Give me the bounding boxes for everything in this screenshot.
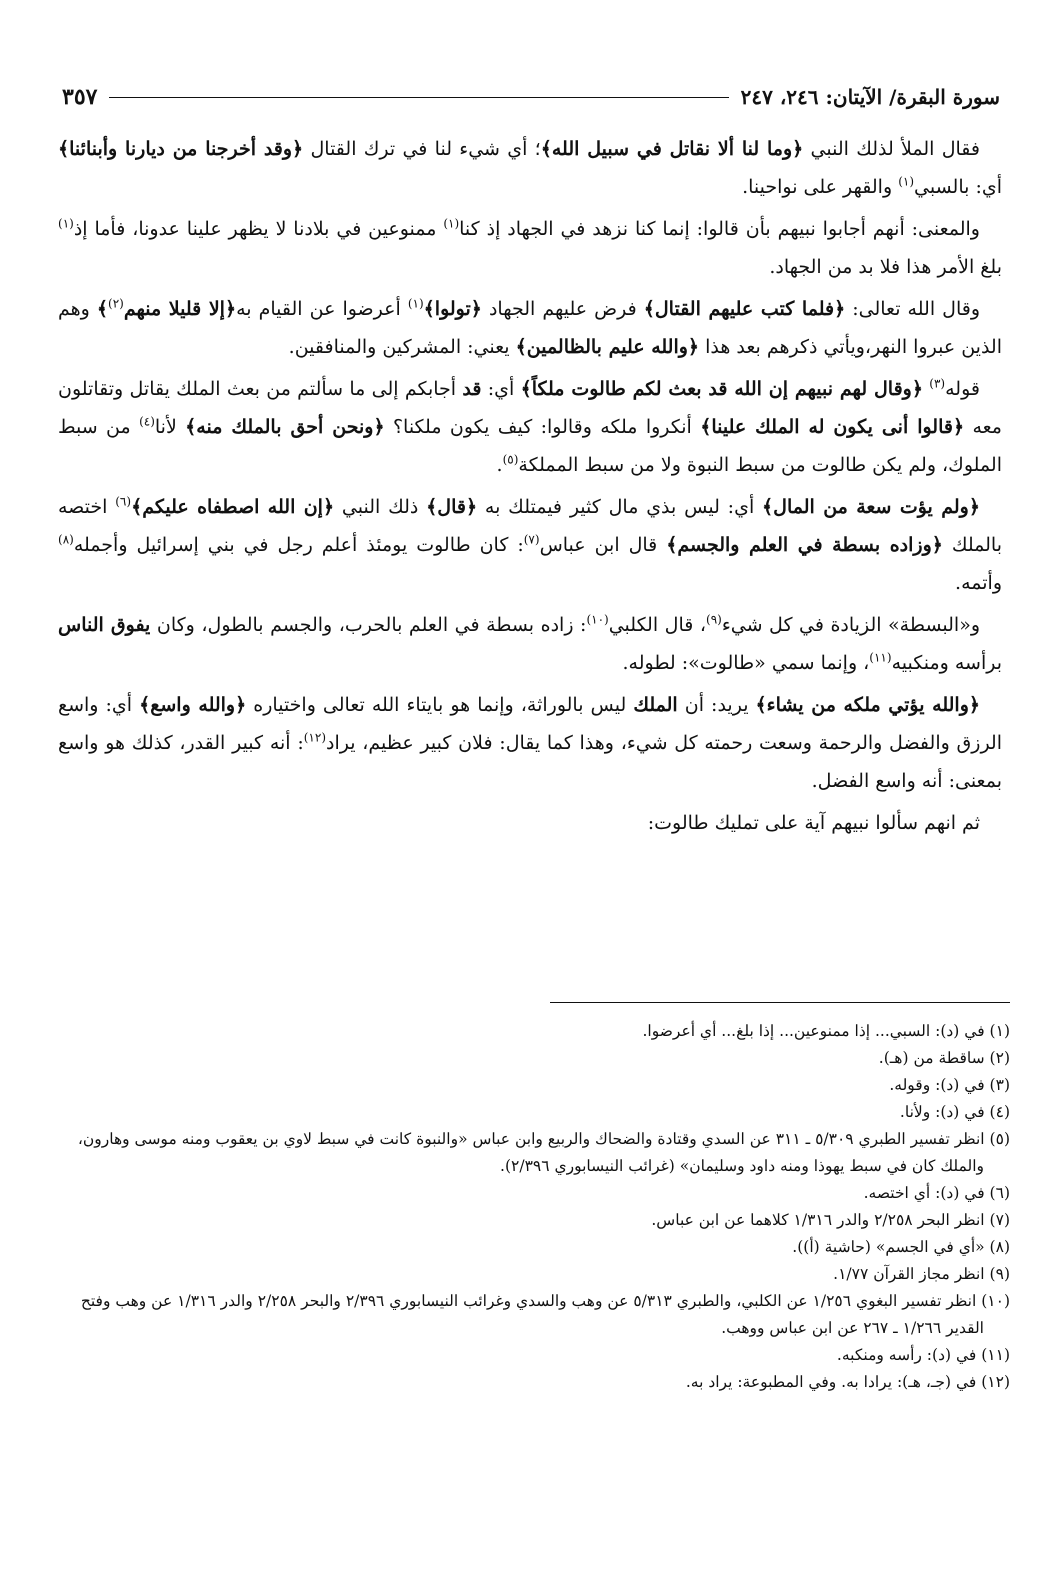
footnote-separator	[550, 1002, 1010, 1003]
footnote-1	[50, 1018, 1010, 1045]
text-run: اختصه بالملك	[58, 496, 1002, 556]
text-run: : كان طالوت يومئذ أعلم رجل في بني إسرائيل وأجمله	[73, 534, 524, 556]
text-run: أنكروا ملكه وقالوا: كيف يكون ملكنا؟	[384, 416, 701, 438]
text-run: والمعنى: أنهم أجابوا نبيهم بأن قالوا: إنما كنا نزهد في الجهاد إذ كنا	[459, 218, 980, 240]
text-run: : زاده بسطة في العلم بالحرب، والجسم بالطول، وكان	[150, 614, 587, 636]
footnote-10	[50, 1288, 1010, 1342]
text-run: .	[496, 454, 503, 476]
paragraph-8	[58, 804, 1002, 842]
footnote-number: (٧)	[989, 1211, 1010, 1229]
verse-quote: ﴿تولوا﴾	[423, 298, 482, 320]
bold-word: يفوق الناس	[58, 614, 151, 636]
footnote-12	[50, 1369, 1010, 1396]
footnote-number: (٤)	[989, 1103, 1010, 1121]
footnote-ref: (١)	[898, 174, 915, 189]
bold-word: قد	[462, 378, 482, 400]
footnote-number: (٢)	[989, 1049, 1010, 1067]
text-run: أعرضوا عن القيام به	[236, 298, 408, 320]
footnote-text: انظر تفسير البغوي ١/٢٥٦ عن الكلبي، والطبري ٥/٣١٣ عن وهب والسدي وغرائب النيسابوري ٢/٣٩٦ والبحر ٢/٢٥٨ والدر ١/٣١٦ عن وهب وفتح القدير ١/٢٦٦ ـ ٢٦٧ عن ابن عباس ووهب.	[80, 1292, 984, 1337]
verse-quote: ﴿وزاده بسطة في العلم والجسم﴾	[666, 534, 943, 556]
text-run: ؛ أي شيء لنا في ترك القتال	[303, 138, 541, 160]
footnote-text: في (جـ، هـ): يرادا به. وفي المطبوعة: يراد به.	[685, 1373, 982, 1391]
page-number: ٣٥٧	[62, 84, 98, 110]
text-run: يريد: أن	[677, 694, 756, 716]
footnote-11	[50, 1342, 1010, 1369]
text-run: فقال الملأ لذلك النبي	[803, 138, 980, 160]
footnote-number: (٩)	[989, 1265, 1010, 1283]
footnote-5	[50, 1126, 1010, 1180]
paragraph-2	[58, 210, 1002, 286]
footnote-ref: (١٠)	[586, 612, 609, 627]
verse-quote: ﴿ولم يؤت سعة من المال﴾	[762, 496, 980, 518]
footnote-ref: (٨)	[58, 532, 74, 547]
verse-quote: ﴿والله عليم بالظالمين﴾	[515, 336, 700, 358]
text-run: ثم انهم سألوا نبيهم آية على تمليك طالوت:	[647, 812, 980, 834]
footnote-text: في (د): السبي... إذا ممنوعين... إذا بلغ... أي أعرضوا.	[642, 1022, 990, 1040]
verse-quote: ﴿ونحن أحق بالملك منه﴾	[185, 416, 385, 438]
text-run: أي: واسع الرزق والفضل والرحمة وسعت رحمته كل شيء، وهذا كما يقال: فلان كبير عظيم، يراد	[58, 694, 1002, 754]
text-run: أي: ليس بذي مال كثير فيمتلك به	[477, 496, 763, 518]
verse-quote: ﴿وقال لهم نبيهم إن الله قد بعث لكم طالوت ملكاً﴾	[520, 378, 923, 400]
text-run: ذلك النبي	[334, 496, 427, 518]
footnote-ref: (١٢)	[303, 730, 326, 745]
footnote-ref: (١)	[58, 216, 74, 231]
text-run: يعني: المشركين والمنافقين.	[288, 336, 516, 358]
footnote-number: (١٢)	[981, 1373, 1010, 1391]
paragraph-3	[58, 290, 1002, 366]
verse-quote: ﴿قالوا أنى يكون له الملك علينا﴾	[700, 416, 965, 438]
text-run: أجابكم إلى ما سألتم من بعث الملك يقاتل وتقاتلون معه	[58, 378, 1002, 438]
main-text	[58, 130, 1002, 846]
footnote-number: (١١)	[981, 1346, 1010, 1364]
footnote-number: (٣)	[989, 1076, 1010, 1094]
text-run: وهم الذين عبروا النهر،ويأتي ذكرهم بعد هذا	[58, 298, 1002, 358]
text-run: من سبط الملوك، ولم يكن طالوت من سبط النبوة ولا من سبط المملكة	[58, 416, 1002, 476]
footnote-number: (٨)	[989, 1238, 1010, 1256]
footnote-ref: (١)	[407, 296, 424, 311]
text-run: ليس بالوراثة، وإنما هو بايتاء الله تعالى واختياره	[246, 694, 634, 716]
footnote-text: انظر البحر ٢/٢٥٨ والدر ١/٣١٦ كلاهما عن ابن عباس.	[651, 1211, 990, 1229]
paragraph-5	[58, 488, 1002, 602]
paragraph-1	[58, 130, 1002, 206]
text-run: ، قال الكلبي	[608, 614, 706, 636]
verse-quote: ﴾	[96, 298, 109, 320]
footnote-6	[50, 1180, 1010, 1207]
footnote-text: في (د): ولأنا.	[899, 1103, 990, 1121]
footnote-number: (١)	[989, 1022, 1010, 1040]
footnote-text: ساقطة من (هـ).	[878, 1049, 990, 1067]
text-run: وقال الله تعالى:	[845, 298, 980, 320]
header-rule	[109, 97, 728, 98]
footnote-ref: (١)	[443, 216, 460, 231]
text-run: أي: بالسبي	[914, 176, 1002, 198]
text-run: بلغ الأمر هذا فلا بد من الجهاد.	[769, 256, 1002, 278]
footnote-8	[50, 1234, 1010, 1261]
page-header	[62, 78, 1000, 116]
footnote-number: (٥)	[989, 1130, 1010, 1148]
verse-quote: ﴿فلما كتب عليهم القتال﴾	[643, 298, 846, 320]
text-run: ، وإنما سمي «طالوت»: لطوله.	[622, 652, 870, 674]
verse-quote: ﴿والله واسع﴾	[139, 694, 247, 716]
verse-quote: ﴿وما لنا ألا نقاتل في سبيل الله﴾	[540, 138, 804, 160]
verse-quote: ﴿والله يؤتي ملكه من يشاء﴾	[755, 694, 981, 716]
footnotes	[50, 1018, 1010, 1396]
bold-word: الملك	[633, 694, 678, 716]
text-run: و«البسطة» الزيادة في كل شيء	[721, 614, 980, 636]
footnote-4	[50, 1099, 1010, 1126]
footnote-2	[50, 1045, 1010, 1072]
footnote-ref: (٦)	[115, 494, 132, 509]
footnote-ref: (٤)	[139, 414, 155, 429]
footnote-7	[50, 1207, 1010, 1234]
text-run: ممنوعين في بلادنا لا يظهر علينا عدونا، فأما إذ	[73, 218, 444, 240]
footnote-ref: (٩)	[706, 612, 722, 627]
footnote-text: «أي في الجسم» (حاشية (أ)).	[792, 1238, 990, 1256]
surah-title: سورة البقرة/ الآيتان: ٢٤٦، ٢٤٧	[740, 85, 1000, 109]
footnote-text: انظر مجاز القرآن ١/٧٧.	[833, 1265, 990, 1283]
text-run: قال ابن عباس	[539, 534, 667, 556]
text-run: : أنه كبير القدر، كذلك هو واسع بمعنى: أنه واسع الفضل.	[58, 732, 1002, 792]
footnote-number: (٦)	[989, 1184, 1010, 1202]
paragraph-6	[58, 606, 1002, 682]
text-run: قوله	[945, 378, 980, 400]
footnote-ref: (٣)	[929, 376, 946, 391]
text-run: لأنا	[154, 416, 186, 438]
verse-quote: ﴿قال﴾	[426, 496, 478, 518]
paragraph-7	[58, 686, 1002, 800]
footnote-ref: (٢)	[108, 296, 124, 311]
footnote-ref: (١١)	[869, 650, 892, 665]
paragraph-4	[58, 370, 1002, 484]
verse-quote: ﴿وقد أخرجنا من ديارنا وأبنائنا﴾	[58, 138, 304, 160]
footnote-ref: (٧)	[523, 532, 540, 547]
footnote-text: في (د): وقوله.	[889, 1076, 990, 1094]
footnote-text: انظر تفسير الطبري ٥/٣٠٩ ـ ٣١١ عن السدي وقتادة والضحاك والربيع وابن عباس «والنبوة كانت في سبط لاوي بن يعقوب ومنه موسى وهارون، والملك كان في سبط يهوذا ومنه داود وسليمان» (غرائب النيسابوري ٢/٣٩٦).	[77, 1130, 990, 1175]
text-run: والقهر على نواحينا.	[742, 176, 899, 198]
verse-quote: ﴿إن الله اصطفاه عليكم﴾	[131, 496, 335, 518]
footnote-text: في (د): أي اختصه.	[863, 1184, 990, 1202]
text-run: أي:	[481, 378, 521, 400]
footnote-3	[50, 1072, 1010, 1099]
footnote-text: في (د): رأسه ومنكبه.	[836, 1346, 982, 1364]
text-run: وأتمه.	[955, 572, 1002, 594]
text-run: برأسه ومنكبيه	[891, 652, 1002, 674]
footnote-number: (١٠)	[981, 1292, 1010, 1310]
footnote-9	[50, 1261, 1010, 1288]
text-run: فرض عليهم الجهاد	[481, 298, 644, 320]
footnote-ref: (٥)	[502, 452, 519, 467]
verse-quote: ﴿إلا قليلا منهم	[123, 298, 237, 320]
